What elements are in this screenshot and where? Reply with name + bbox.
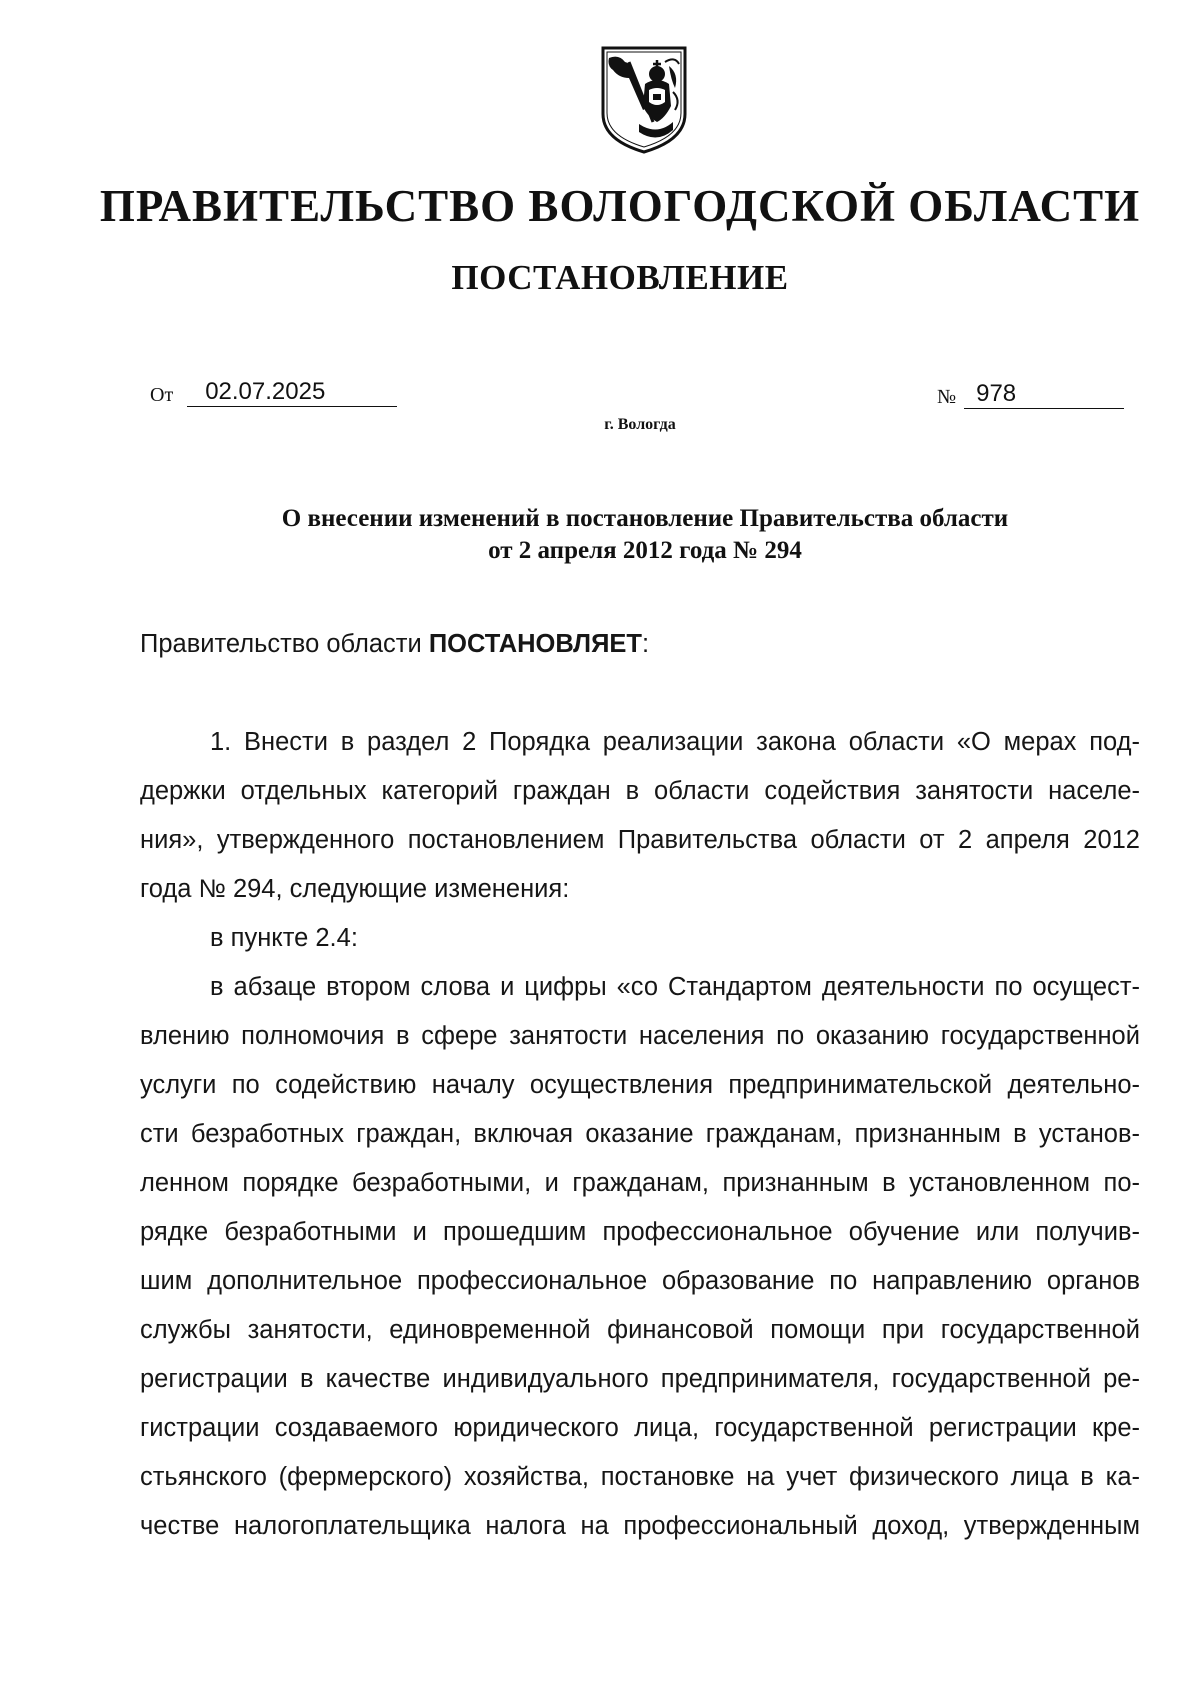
number-prefix: №	[937, 386, 957, 408]
resolution-intro	[140, 630, 1140, 659]
text-line: 1. Внести в раздел 2 Порядка реализации закона области «О мерах под-	[210, 728, 1140, 756]
government-title: ПРАВИТЕЛЬСТВО ВОЛОГОДСКОЙ ОБЛАСТИ	[99, 181, 1141, 231]
text-line: в пункте 2.4:	[210, 924, 358, 952]
text-line: стьянского (фермерского) хозяйства, постановке на учет физического лица в ка-	[140, 1463, 1140, 1491]
subject-line: от 2 апреля 2012 года № 294	[488, 537, 802, 564]
paragraph-1	[140, 718, 1140, 914]
text-line: рядке безработными и прошедшим профессиональное обучение или получив-	[140, 1218, 1140, 1246]
text-line: службы занятости, единовременной финансовой помощи при государственной	[140, 1316, 1140, 1344]
text-line: регистрации в качестве индивидуального предпринимателя, государственной ре-	[140, 1365, 1140, 1393]
text-line: шим дополнительное профессиональное образование по направлению органов	[140, 1267, 1140, 1295]
city-label: г. Вологда	[604, 416, 676, 433]
paragraph-3	[140, 963, 1140, 1551]
text-line: сти безработных граждан, включая оказание гражданам, признанным в установ-	[140, 1120, 1140, 1148]
intro-text: Правительство области	[140, 630, 422, 658]
text-line: года № 294, следующие изменения:	[140, 875, 570, 903]
intro-keyword: ПОСТАНОВЛЯЕТ	[428, 630, 642, 658]
text-line: честве налогоплательщика налога на профессиональный доход, утвержденным	[140, 1512, 1140, 1540]
coat-of-arms-emblem	[599, 44, 689, 156]
text-line: гистрации создаваемого юридического лица, государственной регистрации кре-	[140, 1414, 1140, 1442]
document-subject	[0, 503, 1200, 567]
intro-colon: :	[641, 630, 650, 658]
text-line: в абзаце втором слова и цифры «со Стандартом деятельности по осущест-	[210, 973, 1140, 1001]
text-line: держки отдельных категорий граждан в области содействия занятости населе-	[140, 777, 1140, 805]
date-prefix: От	[150, 384, 174, 406]
text-line: влению полномочия в сфере занятости населения по оказанию государственной	[140, 1022, 1140, 1050]
document-type-title: ПОСТАНОВЛЕНИЕ	[451, 258, 789, 297]
text-line: ния», утвержденного постановлением Правительства области от 2 апреля 2012	[140, 826, 1140, 854]
number-value: 978	[964, 380, 1124, 409]
text-line: ленном порядке безработными, и гражданам, признанным в установленном по-	[140, 1169, 1140, 1197]
subject-line: О внесении изменений в постановление Правительства области	[281, 505, 1009, 532]
date-value: 02.07.2025	[187, 378, 397, 407]
number-field	[937, 380, 1124, 409]
text-line: услуги по содействию началу осуществления предпринимательской деятельно-	[140, 1071, 1140, 1099]
paragraph-2	[140, 914, 1140, 963]
date-field	[150, 378, 397, 407]
